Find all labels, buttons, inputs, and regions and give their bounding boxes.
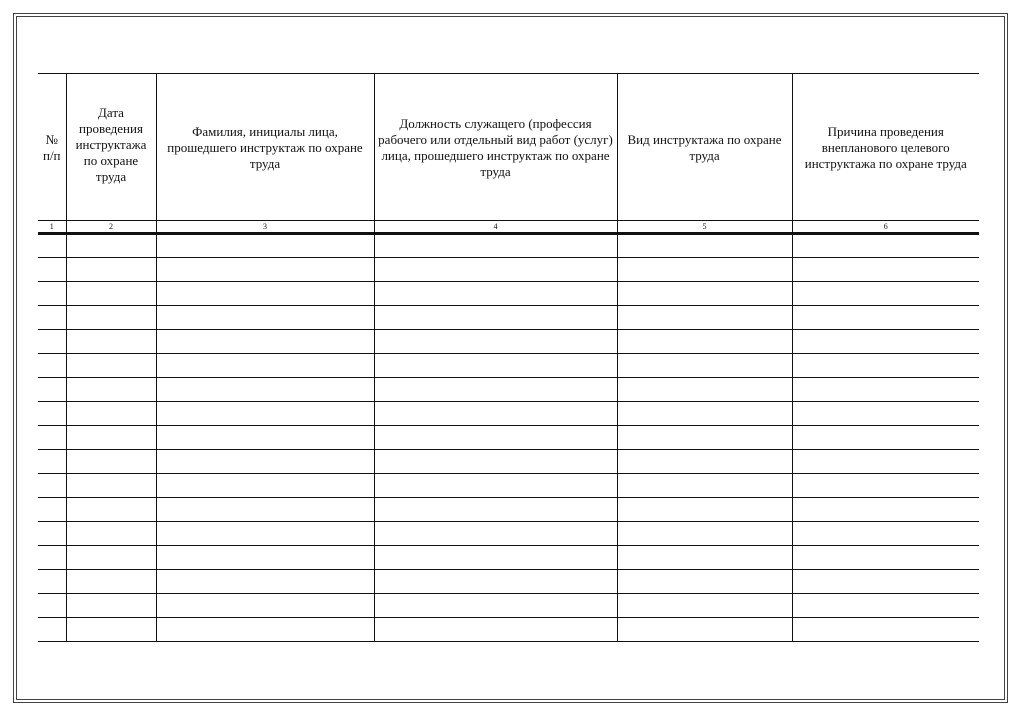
- table-header-row: [38, 74, 979, 221]
- table-cell[interactable]: [38, 474, 66, 498]
- table-cell[interactable]: [66, 282, 156, 306]
- column-number: 2: [66, 221, 156, 234]
- table-cell[interactable]: [617, 546, 792, 570]
- column-header-briefing-type-text: Вид инструктажа по охране труда: [627, 132, 782, 163]
- column-header-full-name: [156, 74, 374, 221]
- table-row: [38, 498, 979, 522]
- table-cell[interactable]: [617, 234, 792, 258]
- table-cell[interactable]: [66, 570, 156, 594]
- table-cell[interactable]: [156, 354, 374, 378]
- column-header-date-text: Дата проведения инструктажа по охране труда: [75, 105, 147, 184]
- column-number: 5: [617, 221, 792, 234]
- table-cell[interactable]: [617, 402, 792, 426]
- table-row: [38, 570, 979, 594]
- table-cell[interactable]: [156, 378, 374, 402]
- table-row: [38, 450, 979, 474]
- table-cell[interactable]: [38, 522, 66, 546]
- table-row: [38, 426, 979, 450]
- column-header-position: [374, 74, 617, 221]
- table-cell[interactable]: [374, 282, 617, 306]
- table-row: [38, 354, 979, 378]
- table-cell[interactable]: [156, 522, 374, 546]
- table-cell[interactable]: [792, 618, 979, 642]
- table-cell[interactable]: [66, 402, 156, 426]
- table-cell[interactable]: [617, 618, 792, 642]
- table-cell[interactable]: [617, 426, 792, 450]
- table-cell[interactable]: [66, 330, 156, 354]
- table-row: [38, 282, 979, 306]
- table-cell[interactable]: [617, 330, 792, 354]
- column-number: 3: [156, 221, 374, 234]
- table-cell[interactable]: [38, 258, 66, 282]
- table-cell[interactable]: [617, 594, 792, 618]
- table-cell[interactable]: [617, 306, 792, 330]
- table-cell[interactable]: [792, 546, 979, 570]
- table-cell[interactable]: [38, 546, 66, 570]
- table-cell[interactable]: [66, 594, 156, 618]
- table-row: [38, 546, 979, 570]
- table-cell[interactable]: [156, 474, 374, 498]
- table-cell[interactable]: [38, 306, 66, 330]
- column-header-position-text: Должность служащего (профессия рабочего или отдельный вид работ (услуг) лица, прошедшего инструктаж по охране труда: [378, 116, 613, 179]
- table-cell[interactable]: [792, 258, 979, 282]
- table-cell[interactable]: [792, 570, 979, 594]
- table-cell[interactable]: [38, 282, 66, 306]
- table-cell[interactable]: [792, 450, 979, 474]
- table-cell[interactable]: [38, 594, 66, 618]
- table-cell[interactable]: [617, 282, 792, 306]
- table-cell[interactable]: [617, 498, 792, 522]
- table-cell[interactable]: [792, 426, 979, 450]
- column-number: 1: [38, 221, 66, 234]
- table-cell[interactable]: [792, 378, 979, 402]
- table-cell[interactable]: [374, 474, 617, 498]
- table-cell[interactable]: [792, 354, 979, 378]
- table-cell[interactable]: [156, 426, 374, 450]
- table-cell[interactable]: [792, 498, 979, 522]
- table-cell[interactable]: [617, 522, 792, 546]
- table-cell[interactable]: [66, 354, 156, 378]
- table-cell[interactable]: [38, 426, 66, 450]
- column-header-reason-text: Причина проведения внепланового целевого инструктажа по охране труда: [804, 124, 967, 171]
- table-row: [38, 306, 979, 330]
- table-cell[interactable]: [792, 234, 979, 258]
- column-header-briefing-type: [617, 74, 792, 221]
- table-row: [38, 618, 979, 642]
- table-cell[interactable]: [156, 594, 374, 618]
- column-header-date: [66, 74, 156, 221]
- column-header-number-text: № п/п: [42, 132, 61, 163]
- table-cell[interactable]: [38, 450, 66, 474]
- table-cell[interactable]: [66, 258, 156, 282]
- table-row: [38, 594, 979, 618]
- column-header-full-name-text: Фамилия, инициалы лица, прошедшего инструктаж по охране труда: [167, 124, 363, 171]
- table-cell[interactable]: [374, 354, 617, 378]
- table-cell[interactable]: [374, 570, 617, 594]
- table-cell[interactable]: [66, 450, 156, 474]
- table-row: [38, 402, 979, 426]
- table-cell[interactable]: [156, 402, 374, 426]
- table-cell[interactable]: [66, 306, 156, 330]
- table-cell[interactable]: [66, 474, 156, 498]
- table-body: [38, 234, 979, 642]
- table-row: [38, 378, 979, 402]
- table-cell[interactable]: [374, 618, 617, 642]
- table-cell[interactable]: [792, 594, 979, 618]
- table-cell[interactable]: [374, 306, 617, 330]
- table-cell[interactable]: [792, 330, 979, 354]
- table-cell[interactable]: [66, 618, 156, 642]
- table-cell[interactable]: [617, 450, 792, 474]
- table-cell[interactable]: [374, 426, 617, 450]
- table-cell[interactable]: [156, 618, 374, 642]
- table-cell[interactable]: [374, 234, 617, 258]
- table-cell[interactable]: [156, 306, 374, 330]
- table-cell[interactable]: [38, 330, 66, 354]
- table-cell[interactable]: [156, 234, 374, 258]
- table-cell[interactable]: [66, 546, 156, 570]
- table-cell[interactable]: [38, 354, 66, 378]
- table-cell[interactable]: [617, 474, 792, 498]
- table-cell[interactable]: [156, 450, 374, 474]
- table-cell[interactable]: [66, 234, 156, 258]
- table-cell[interactable]: [38, 570, 66, 594]
- table-cell[interactable]: [156, 498, 374, 522]
- table-cell[interactable]: [38, 402, 66, 426]
- table-cell[interactable]: [156, 258, 374, 282]
- column-header-number: [38, 74, 66, 221]
- table-cell[interactable]: [66, 426, 156, 450]
- table-cell[interactable]: [66, 522, 156, 546]
- table-cell[interactable]: [156, 282, 374, 306]
- table-cell[interactable]: [156, 546, 374, 570]
- table-row: [38, 474, 979, 498]
- table-cell[interactable]: [617, 354, 792, 378]
- table-cell[interactable]: [792, 402, 979, 426]
- column-number: 6: [792, 221, 979, 234]
- table-cell[interactable]: [374, 594, 617, 618]
- table-cell[interactable]: [374, 522, 617, 546]
- table-cell[interactable]: [38, 378, 66, 402]
- table-cell[interactable]: [617, 378, 792, 402]
- table-row: [38, 258, 979, 282]
- table-row: [38, 330, 979, 354]
- table-cell[interactable]: [374, 498, 617, 522]
- table-cell[interactable]: [374, 258, 617, 282]
- table-cell[interactable]: [38, 234, 66, 258]
- table-cell[interactable]: [66, 498, 156, 522]
- table-cell[interactable]: [66, 378, 156, 402]
- table-cell[interactable]: [617, 258, 792, 282]
- column-number-row: [38, 221, 979, 234]
- table-cell[interactable]: [792, 282, 979, 306]
- table-cell[interactable]: [156, 330, 374, 354]
- column-number: 4: [374, 221, 617, 234]
- column-header-reason: [792, 74, 979, 221]
- table-row: [38, 522, 979, 546]
- briefing-log-table: [38, 73, 979, 642]
- table-cell[interactable]: [617, 570, 792, 594]
- table-cell[interactable]: [374, 330, 617, 354]
- table-cell[interactable]: [792, 474, 979, 498]
- table-row: [38, 234, 979, 258]
- table-cell[interactable]: [374, 450, 617, 474]
- table-cell[interactable]: [374, 402, 617, 426]
- table-cell[interactable]: [156, 570, 374, 594]
- table-cell[interactable]: [38, 498, 66, 522]
- table-cell[interactable]: [374, 546, 617, 570]
- table-cell[interactable]: [792, 306, 979, 330]
- table-cell[interactable]: [792, 522, 979, 546]
- table-cell[interactable]: [374, 378, 617, 402]
- table-cell[interactable]: [38, 618, 66, 642]
